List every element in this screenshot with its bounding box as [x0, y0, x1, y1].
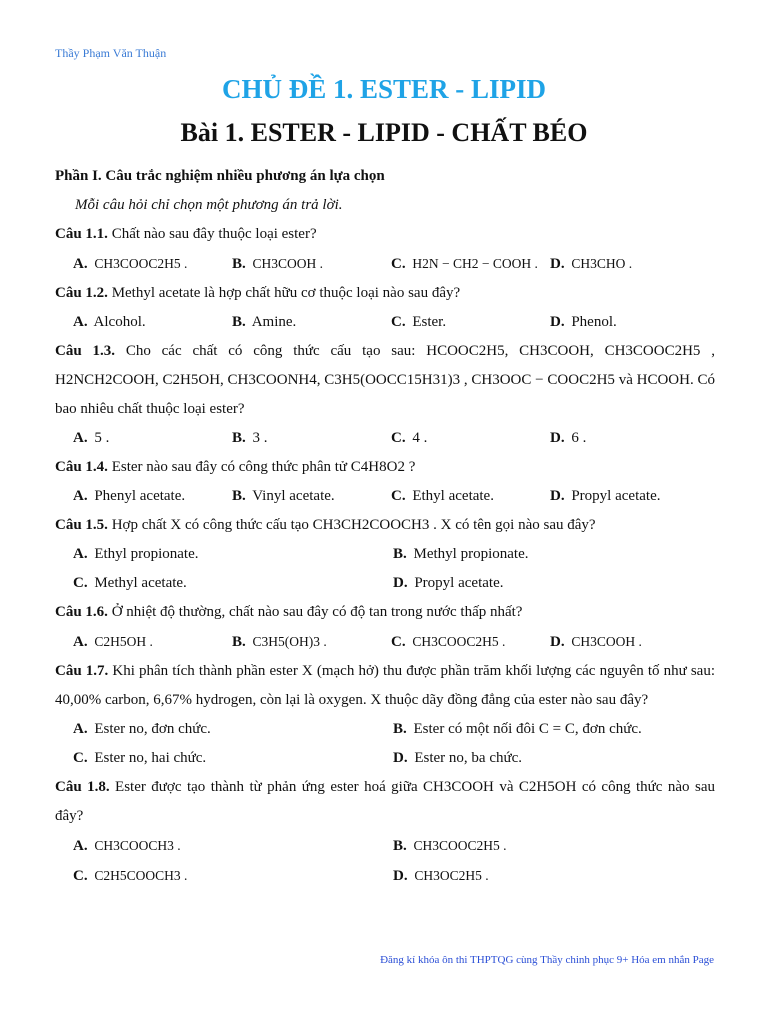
option-b[interactable]	[232, 249, 391, 279]
option-text: Phenyl acetate.	[94, 488, 186, 504]
option-c[interactable]	[73, 861, 393, 891]
option-text: C2H5COOCH3 .	[94, 868, 188, 883]
option-b[interactable]	[232, 308, 391, 337]
question-text: Ester được tạo thành từ phản ứng ester hoá giữa CH3COOH và C2H5OH có công thức nào sau đây?	[55, 779, 715, 824]
question-1-8	[55, 773, 715, 831]
option-d[interactable]	[550, 482, 709, 511]
topic-title: CHỦ ĐỀ 1. ESTER - LIPID	[221, 74, 547, 104]
option-b[interactable]	[393, 715, 713, 744]
option-a[interactable]	[73, 627, 232, 657]
option-letter: A.	[73, 488, 88, 504]
option-letter: B.	[393, 546, 407, 562]
option-text: Ester no, đơn chức.	[94, 721, 211, 737]
option-b[interactable]	[232, 482, 391, 511]
option-text: 6 .	[571, 430, 587, 446]
option-text: Amine.	[251, 314, 297, 330]
options-1-8-row-2	[55, 861, 715, 891]
question-text: Methyl acetate là hợp chất hữu cơ thuộc loại nào sau đây?	[107, 285, 461, 301]
option-letter: B.	[232, 488, 246, 504]
question-text: Hợp chất X có công thức cấu tạo CH3CH2COOCH3 . X có tên gọi nào sau đây?	[107, 517, 596, 533]
option-text: CH3CHO .	[571, 256, 633, 271]
option-letter: D.	[550, 430, 565, 446]
option-letter: A.	[73, 256, 88, 272]
option-text: Vinyl acetate.	[252, 488, 335, 504]
question-label: Câu 1.1.	[55, 226, 108, 242]
option-text: 5 .	[94, 430, 110, 446]
option-text: C3H5(OH)3 .	[252, 634, 327, 649]
option-c[interactable]	[73, 744, 393, 773]
question-text: Ở nhiệt độ thường, chất nào sau đây có độ tan trong nước thấp nhất?	[107, 604, 523, 620]
question-1-3	[55, 337, 715, 424]
option-c[interactable]	[391, 249, 550, 279]
option-a[interactable]	[73, 249, 232, 279]
option-b[interactable]	[393, 540, 713, 569]
question-1-4	[55, 453, 715, 482]
option-text: Ester có một nối đôi C = C, đơn chức.	[413, 721, 642, 737]
option-letter: A.	[73, 430, 88, 446]
option-letter: C.	[391, 634, 406, 650]
option-letter: B.	[232, 430, 246, 446]
question-label: Câu 1.8.	[55, 779, 110, 795]
option-d[interactable]	[550, 627, 709, 657]
option-a[interactable]	[73, 308, 232, 337]
question-1-7	[55, 657, 715, 715]
option-text: Ethyl propionate.	[94, 546, 199, 562]
option-text: 3 .	[252, 430, 268, 446]
option-text: H2N − CH2 − COOH .	[412, 256, 538, 271]
option-text: Ethyl acetate.	[412, 488, 494, 504]
question-label: Câu 1.7.	[55, 663, 109, 679]
option-letter: A.	[73, 314, 88, 330]
option-d[interactable]	[393, 861, 713, 891]
option-c[interactable]	[391, 308, 550, 337]
option-a[interactable]	[73, 831, 393, 861]
option-text: CH3COOH .	[571, 634, 642, 649]
option-c[interactable]	[391, 424, 550, 453]
question-list	[55, 162, 715, 891]
option-letter: A.	[73, 546, 88, 562]
question-label: Câu 1.2.	[55, 285, 108, 301]
option-d[interactable]	[550, 249, 709, 279]
options-1-3	[55, 424, 715, 453]
option-d[interactable]	[550, 308, 709, 337]
option-text: Methyl acetate.	[94, 575, 187, 591]
options-1-7-row-1	[55, 715, 715, 744]
question-label: Câu 1.6.	[55, 604, 108, 620]
option-letter: A.	[73, 721, 88, 737]
option-letter: D.	[550, 488, 565, 504]
option-c[interactable]	[73, 569, 393, 598]
option-text: CH3COOC2H5 .	[412, 634, 506, 649]
option-letter: C.	[73, 575, 88, 591]
option-b[interactable]	[393, 831, 713, 861]
option-letter: D.	[393, 750, 408, 766]
options-1-2	[55, 308, 715, 337]
question-1-2	[55, 279, 715, 308]
option-b[interactable]	[232, 424, 391, 453]
option-letter: D.	[393, 868, 408, 884]
option-letter: B.	[232, 256, 246, 272]
option-text: Ester.	[412, 314, 447, 330]
option-letter: A.	[73, 634, 88, 650]
option-a[interactable]	[73, 482, 232, 511]
option-text: Propyl acetate.	[414, 575, 504, 591]
options-1-8-row-1	[55, 831, 715, 861]
option-a[interactable]	[73, 540, 393, 569]
author-name: Thầy Phạm Văn Thuận	[55, 46, 167, 60]
option-text: CH3COOC2H5 .	[413, 838, 507, 853]
question-text: Chất nào sau đây thuộc loại ester?	[107, 226, 317, 242]
option-a[interactable]	[73, 715, 393, 744]
options-1-7-row-2	[55, 744, 715, 773]
option-letter: B.	[232, 634, 246, 650]
option-letter: A.	[73, 838, 88, 854]
option-text: Ester no, hai chức.	[94, 750, 207, 766]
option-d[interactable]	[550, 424, 709, 453]
option-letter: C.	[391, 314, 406, 330]
option-letter: C.	[391, 256, 406, 272]
options-1-6	[55, 627, 715, 657]
part-title: Phần I. Câu trắc nghiệm nhiều phương án lựa chọn	[55, 168, 385, 184]
option-text: CH3COOC2H5 .	[94, 256, 188, 271]
option-text: Ester no, ba chức.	[414, 750, 523, 766]
options-1-5-row-2	[55, 569, 715, 598]
option-text: Propyl acetate.	[571, 488, 661, 504]
option-letter: D.	[393, 575, 408, 591]
option-d[interactable]	[393, 744, 713, 773]
option-text: Alcohol.	[93, 314, 146, 330]
option-d[interactable]	[393, 569, 713, 598]
question-1-6	[55, 598, 715, 627]
option-c[interactable]	[391, 627, 550, 657]
options-1-4	[55, 482, 715, 511]
question-text: Khi phân tích thành phần ester X (mạch hở) thu được phần trăm khối lượng các nguyên tố như sau: 40,00% carbon, 6,67% hydrogen, còn lại là oxygen. X thuộc dãy đồng đẳng của ester nào sau đây?	[55, 663, 715, 708]
option-letter: D.	[550, 634, 565, 650]
question-label: Câu 1.3.	[55, 343, 115, 359]
footer-promo-link[interactable]: Đăng kí khóa ôn thi THPTQG cùng Thầy chinh phục 9+ Hóa em nhắn Page	[380, 954, 714, 966]
option-text: Methyl propionate.	[413, 546, 529, 562]
option-text: C2H5OH .	[94, 634, 153, 649]
question-text: Cho các chất có công thức cấu tạo sau: HCOOC2H5, CH3COOH, CH3COOC2H5 , H2NCH2COOH, C2H5OH, CH3COONH4, C3H5(OOCC15H31)3 , CH3OOC − COOC2H5 và HCOOH. Có bao nhiêu chất thuộc loại ester?	[55, 343, 715, 417]
option-c[interactable]	[391, 482, 550, 511]
option-text: CH3COOCH3 .	[94, 838, 181, 853]
question-1-1	[55, 220, 715, 249]
option-b[interactable]	[232, 627, 391, 657]
question-label: Câu 1.4.	[55, 459, 108, 475]
option-letter: B.	[393, 721, 407, 737]
question-text: Ester nào sau đây có công thức phân tử C4H8O2 ?	[107, 459, 416, 475]
option-text: 4 .	[412, 430, 428, 446]
question-label: Câu 1.5.	[55, 517, 108, 533]
option-letter: C.	[73, 750, 88, 766]
question-1-5	[55, 511, 715, 540]
option-letter: B.	[232, 314, 246, 330]
option-letter: C.	[391, 488, 406, 504]
option-letter: D.	[550, 256, 565, 272]
part-instruction: Mỗi câu hỏi chỉ chọn một phương án trả lời.	[75, 197, 343, 213]
option-text: CH3OC2H5 .	[414, 868, 489, 883]
option-letter: D.	[550, 314, 565, 330]
lesson-title: Bài 1. ESTER - LIPID - CHẤT BÉO	[180, 118, 588, 147]
options-1-5-row-1	[55, 540, 715, 569]
options-1-1	[55, 249, 715, 279]
option-letter: C.	[391, 430, 406, 446]
option-letter: B.	[393, 838, 407, 854]
option-text: CH3COOH .	[252, 256, 324, 271]
option-a[interactable]	[73, 424, 232, 453]
option-letter: C.	[73, 868, 88, 884]
option-text: Phenol.	[571, 314, 617, 330]
